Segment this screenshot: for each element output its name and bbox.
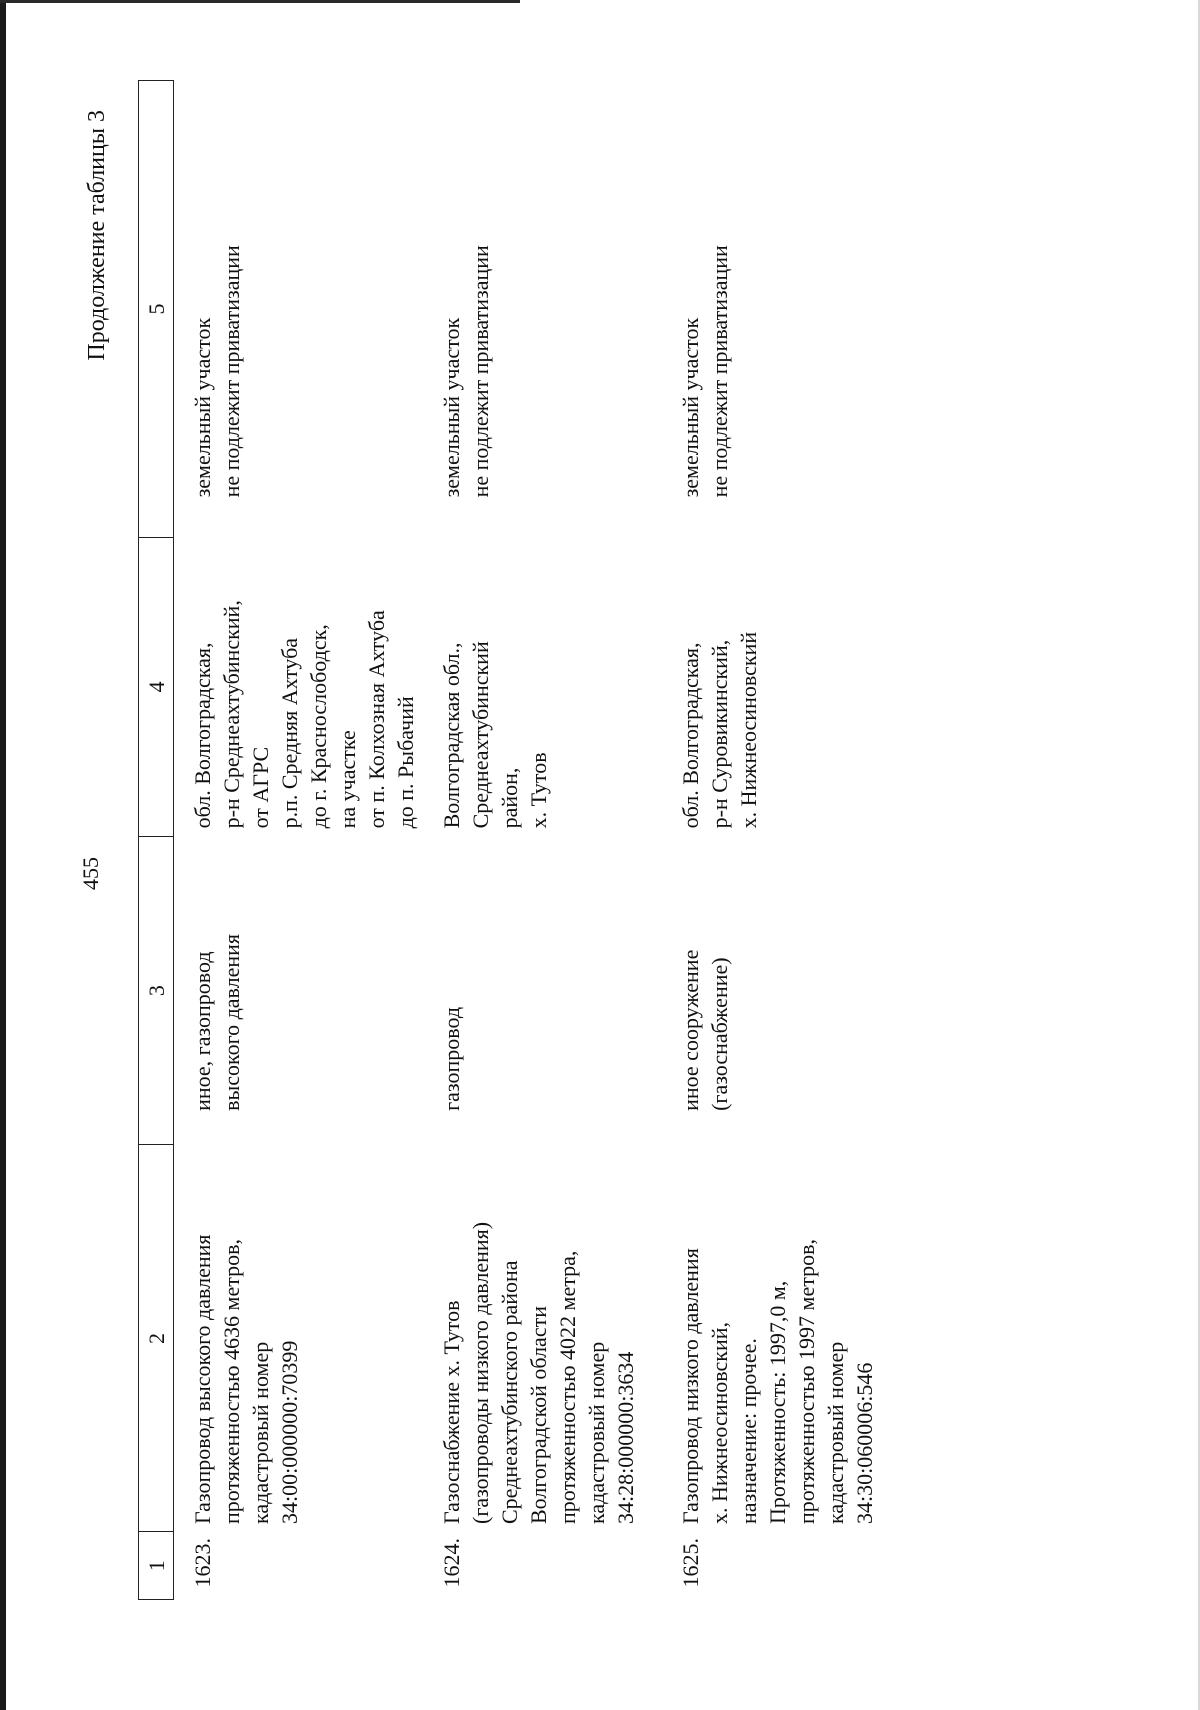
header-col-4: 4 bbox=[139, 537, 174, 836]
header-col-3: 3 bbox=[139, 836, 174, 1145]
object-note: земельный участок не подлежит приватизации bbox=[190, 245, 244, 498]
row-number: 1623. bbox=[190, 1538, 215, 1588]
page-number: 455 bbox=[78, 857, 103, 890]
table-caption: Продолжение таблицы 3 bbox=[84, 110, 110, 361]
row-number: 1625. bbox=[678, 1538, 703, 1588]
header-col-5: 5 bbox=[139, 81, 174, 538]
object-location: Волгоградская обл., Среднеахтубинский район, х. Тутов bbox=[439, 641, 551, 829]
header-col-2: 2 bbox=[139, 1145, 174, 1532]
table-row bbox=[423, 81, 662, 1600]
table-row bbox=[662, 81, 896, 1600]
object-note: земельный участок не подлежит приватизации bbox=[678, 245, 732, 498]
table-row bbox=[174, 81, 424, 1600]
property-table bbox=[138, 80, 896, 1600]
object-location: обл. Волгоградская, р-н Среднеахтубинский, от АГРС р.п. Средняя Ахтуба до г. Краснослободск, на участке от п. Колхозная Ахтуба до п. Рыбачий bbox=[190, 600, 418, 829]
object-note: земельный участок не подлежит приватизации bbox=[439, 245, 493, 498]
object-type: иное сооружение (газоснабжение) bbox=[678, 949, 732, 1111]
object-name: Газоснабжение х. Тутов (газопроводы низкого давления) Среднеахтубинского района Волгоградской области протяженностью 4022 метра, кадастровый номер 34:28:000000:3634 bbox=[439, 1221, 638, 1524]
object-name: Газопровод низкого давления х. Нижнеосиновский, назначение: прочее. Протяженность: 1997,0 м, протяженностью 1997 метров, кадастровый номер 34:30:060006:546 bbox=[678, 1238, 877, 1524]
header-row bbox=[139, 81, 174, 1600]
object-type: иное, газопровод высокого давления bbox=[190, 933, 244, 1111]
row-number: 1624. bbox=[439, 1538, 464, 1588]
header-col-1: 1 bbox=[139, 1532, 174, 1600]
object-name: Газопровод высокого давления протяженностью 4636 метров, кадастровый номер 34:00:000000:70399 bbox=[190, 1234, 302, 1524]
object-location: обл. Волгоградская, р-н Суровикинский, х. Нижнеосиновский bbox=[678, 631, 761, 829]
object-type: газопровод bbox=[439, 1006, 464, 1111]
